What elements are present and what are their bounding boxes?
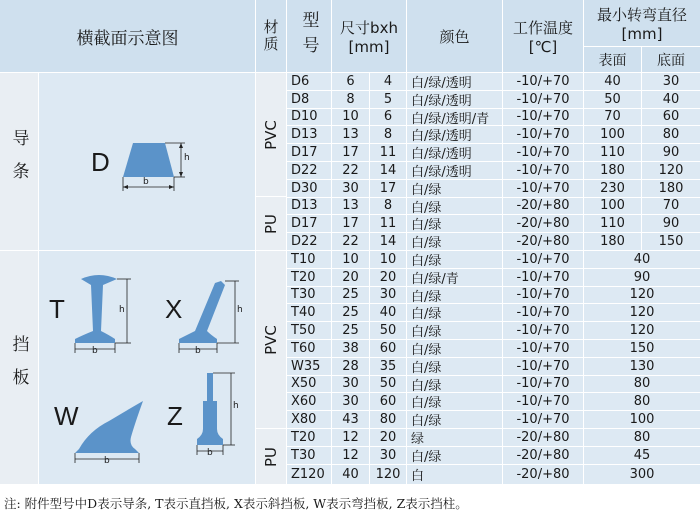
cell-model: T40 <box>287 304 331 321</box>
cell-color: 白/绿 <box>407 251 502 268</box>
z-b-label: b <box>207 448 213 458</box>
cell-temp: -10/+70 <box>503 340 583 357</box>
cell-bend-merged: 90 <box>584 269 700 286</box>
cell-temp: -10/+70 <box>503 322 583 339</box>
cell-color: 白/绿 <box>407 340 502 357</box>
cell-b: 25 <box>332 304 369 321</box>
cell-model: D6 <box>287 73 331 90</box>
cell-b: 17 <box>332 144 369 161</box>
cell-temp: -10/+70 <box>503 180 583 197</box>
shape-x-label: X <box>165 294 183 324</box>
shape-d-label: D <box>91 147 110 177</box>
cell-bottom: 120 <box>642 162 700 179</box>
cell-model: D13 <box>287 198 331 215</box>
cell-model: X80 <box>287 411 331 428</box>
cell-color: 白/绿 <box>407 198 502 215</box>
cell-bottom: 70 <box>642 198 700 215</box>
cell-h: 35 <box>370 358 406 375</box>
cell-bend-merged: 80 <box>584 429 700 446</box>
cell-bend-merged: 120 <box>584 304 700 321</box>
header-size <box>332 0 406 72</box>
cell-b: 25 <box>332 322 369 339</box>
cell-h: 14 <box>370 233 406 250</box>
cell-surface: 100 <box>584 198 641 215</box>
cell-temp: -20/+80 <box>503 215 583 232</box>
t-h-label: h <box>119 305 125 315</box>
cell-b: 28 <box>332 358 369 375</box>
cell-temp: -10/+70 <box>503 287 583 304</box>
header-color: 颜色 <box>407 0 502 72</box>
cell-model: D10 <box>287 109 331 126</box>
cell-temp: -10/+70 <box>503 304 583 321</box>
cell-model: Z120 <box>287 465 331 484</box>
cell-bend-merged: 120 <box>584 287 700 304</box>
cell-b: 10 <box>332 109 369 126</box>
cell-h: 60 <box>370 393 406 410</box>
cell-bottom: 40 <box>642 91 700 108</box>
cell-h: 50 <box>370 322 406 339</box>
cell-model: D30 <box>287 180 331 197</box>
header-surface: 表面 <box>584 47 641 72</box>
cell-surface: 230 <box>584 180 641 197</box>
cell-color: 白/绿 <box>407 322 502 339</box>
cell-h: 11 <box>370 215 406 232</box>
cell-temp: -10/+70 <box>503 411 583 428</box>
material-baffle-pvc: PVC <box>256 251 286 428</box>
w-b-label: b <box>104 456 110 466</box>
cell-bend-merged: 45 <box>584 447 700 464</box>
cell-surface: 100 <box>584 126 641 143</box>
cell-bend-merged: 40 <box>584 251 700 268</box>
header-size-label: 尺寸bxh <box>340 18 398 37</box>
cell-b: 38 <box>332 340 369 357</box>
cell-color: 白/绿 <box>407 411 502 428</box>
cell-temp: -10/+70 <box>503 269 583 286</box>
material-guide-pu: PU <box>256 197 286 250</box>
cell-h: 120 <box>370 465 406 484</box>
cell-model: T20 <box>287 429 331 446</box>
guide-illustration <box>39 73 255 250</box>
footnote: 注: 附件型号中D表示导条, T表示直挡板, X表示斜挡板, W表示弯挡板, Z表示挡柱。 <box>4 496 468 511</box>
cell-model: X60 <box>287 393 331 410</box>
cell-h: 30 <box>370 287 406 304</box>
cell-h: 11 <box>370 144 406 161</box>
cell-model: D22 <box>287 233 331 250</box>
x-h-label: h <box>237 305 243 315</box>
cell-model: D17 <box>287 144 331 161</box>
baffle-profile-drawings <box>39 251 255 484</box>
cell-bottom: 180 <box>642 180 700 197</box>
cell-color: 白/绿 <box>407 376 502 393</box>
cell-color: 白/绿 <box>407 447 502 464</box>
cell-b: 12 <box>332 447 369 464</box>
cell-color: 白/绿/透明 <box>407 126 502 143</box>
header-cross-section: 横截面示意图 <box>0 0 255 72</box>
cell-model: D8 <box>287 91 331 108</box>
cell-b: 17 <box>332 215 369 232</box>
cell-model: T50 <box>287 322 331 339</box>
material-guide-pvc: PVC <box>256 73 286 196</box>
cell-temp: -20/+80 <box>503 233 583 250</box>
cell-h: 50 <box>370 376 406 393</box>
cell-h: 10 <box>370 251 406 268</box>
cell-bottom: 90 <box>642 215 700 232</box>
cell-surface: 180 <box>584 162 641 179</box>
header-temp-label: 工作温度 <box>512 18 573 37</box>
cell-model: D17 <box>287 215 331 232</box>
cell-bend-merged: 150 <box>584 340 700 357</box>
cell-h: 5 <box>370 91 406 108</box>
cell-color: 白/绿 <box>407 215 502 232</box>
cell-color: 白/绿 <box>407 233 502 250</box>
cell-color: 白/绿 <box>407 393 502 410</box>
cell-color: 白/绿 <box>407 180 502 197</box>
cell-h: 4 <box>370 73 406 90</box>
group-baffle: 挡板 <box>0 251 38 484</box>
cell-color: 白 <box>407 465 502 484</box>
cell-color: 白/绿/透明 <box>407 162 502 179</box>
cell-model: T60 <box>287 340 331 357</box>
cell-b: 22 <box>332 233 369 250</box>
header-model: 型号 <box>287 0 331 72</box>
cell-temp: -10/+70 <box>503 358 583 375</box>
cell-model: W35 <box>287 358 331 375</box>
cell-b: 13 <box>332 126 369 143</box>
cell-temp: -10/+70 <box>503 162 583 179</box>
cell-temp: -10/+70 <box>503 376 583 393</box>
cell-h: 20 <box>370 269 406 286</box>
cell-temp: -10/+70 <box>503 109 583 126</box>
header-bend-unit: [mm] <box>621 24 663 43</box>
cell-temp: -10/+70 <box>503 393 583 410</box>
cell-color: 白/绿/透明/青 <box>407 109 502 126</box>
cell-model: T10 <box>287 251 331 268</box>
header-bend-label: 最小转弯直径 <box>596 5 687 24</box>
cell-b: 40 <box>332 465 369 484</box>
cell-b: 6 <box>332 73 369 90</box>
shape-z-label: Z <box>167 401 183 431</box>
cell-h: 60 <box>370 340 406 357</box>
cell-color: 白/绿/青 <box>407 269 502 286</box>
cell-model: T30 <box>287 287 331 304</box>
cell-temp: -10/+70 <box>503 126 583 143</box>
header-bend <box>584 0 700 46</box>
cell-bottom: 60 <box>642 109 700 126</box>
cell-model: D13 <box>287 126 331 143</box>
cell-color: 白/绿/透明 <box>407 73 502 90</box>
cell-temp: -20/+80 <box>503 198 583 215</box>
cell-h: 20 <box>370 429 406 446</box>
cell-bend-merged: 120 <box>584 322 700 339</box>
cell-h: 8 <box>370 126 406 143</box>
cell-h: 17 <box>370 180 406 197</box>
cell-h: 14 <box>370 162 406 179</box>
cell-b: 20 <box>332 269 369 286</box>
cell-surface: 110 <box>584 144 641 161</box>
d-h-label: h <box>184 153 190 163</box>
t-b-label: b <box>92 346 98 356</box>
shape-w-label: W <box>54 401 79 431</box>
cell-color: 绿 <box>407 429 502 446</box>
header-temp-unit: [℃] <box>528 37 558 56</box>
cell-b: 8 <box>332 91 369 108</box>
cell-model: T20 <box>287 269 331 286</box>
cell-b: 22 <box>332 162 369 179</box>
baffle-illustration <box>39 251 255 484</box>
cell-color: 白/绿 <box>407 358 502 375</box>
cell-h: 80 <box>370 411 406 428</box>
cell-b: 30 <box>332 393 369 410</box>
header-temp <box>503 0 583 72</box>
cell-temp: -10/+70 <box>503 144 583 161</box>
cell-h: 30 <box>370 447 406 464</box>
cell-bottom: 80 <box>642 126 700 143</box>
cell-bend-merged: 80 <box>584 393 700 410</box>
cell-model: X50 <box>287 376 331 393</box>
cell-bottom: 150 <box>642 233 700 250</box>
cell-bottom: 30 <box>642 73 700 90</box>
cell-model: T30 <box>287 447 331 464</box>
cell-bend-merged: 100 <box>584 411 700 428</box>
cell-h: 8 <box>370 198 406 215</box>
cell-temp: -10/+70 <box>503 251 583 268</box>
cell-bend-merged: 300 <box>584 465 700 484</box>
cell-color: 白/绿 <box>407 287 502 304</box>
cell-temp: -20/+80 <box>503 429 583 446</box>
cell-surface: 70 <box>584 109 641 126</box>
cell-temp: -10/+70 <box>503 91 583 108</box>
material-baffle-pu: PU <box>256 429 286 484</box>
header-bottom: 底面 <box>642 47 700 72</box>
d-b-label: b <box>143 177 149 187</box>
x-b-label: b <box>195 346 201 356</box>
header-size-unit: [mm] <box>348 37 390 56</box>
cell-b: 25 <box>332 287 369 304</box>
cell-surface: 40 <box>584 73 641 90</box>
cell-b: 43 <box>332 411 369 428</box>
cell-surface: 180 <box>584 233 641 250</box>
cell-surface: 110 <box>584 215 641 232</box>
cell-color: 白/绿 <box>407 304 502 321</box>
z-h-label: h <box>233 401 239 411</box>
cell-b: 30 <box>332 376 369 393</box>
header-material: 材质 <box>256 0 286 72</box>
cell-h: 40 <box>370 304 406 321</box>
cell-surface: 50 <box>584 91 641 108</box>
cell-bend-merged: 80 <box>584 376 700 393</box>
d-profile-drawing <box>39 73 255 250</box>
group-guide: 导条 <box>0 73 38 250</box>
cell-color: 白/绿/透明 <box>407 144 502 161</box>
cell-bend-merged: 130 <box>584 358 700 375</box>
cell-b: 10 <box>332 251 369 268</box>
cell-temp: -20/+80 <box>503 447 583 464</box>
cell-color: 白/绿/透明 <box>407 91 502 108</box>
cell-b: 13 <box>332 198 369 215</box>
cell-bottom: 90 <box>642 144 700 161</box>
cell-temp: -20/+80 <box>503 465 583 484</box>
cell-b: 12 <box>332 429 369 446</box>
cell-b: 30 <box>332 180 369 197</box>
cell-model: D22 <box>287 162 331 179</box>
shape-t-label: T <box>49 294 65 324</box>
cell-h: 6 <box>370 109 406 126</box>
cell-temp: -10/+70 <box>503 73 583 90</box>
